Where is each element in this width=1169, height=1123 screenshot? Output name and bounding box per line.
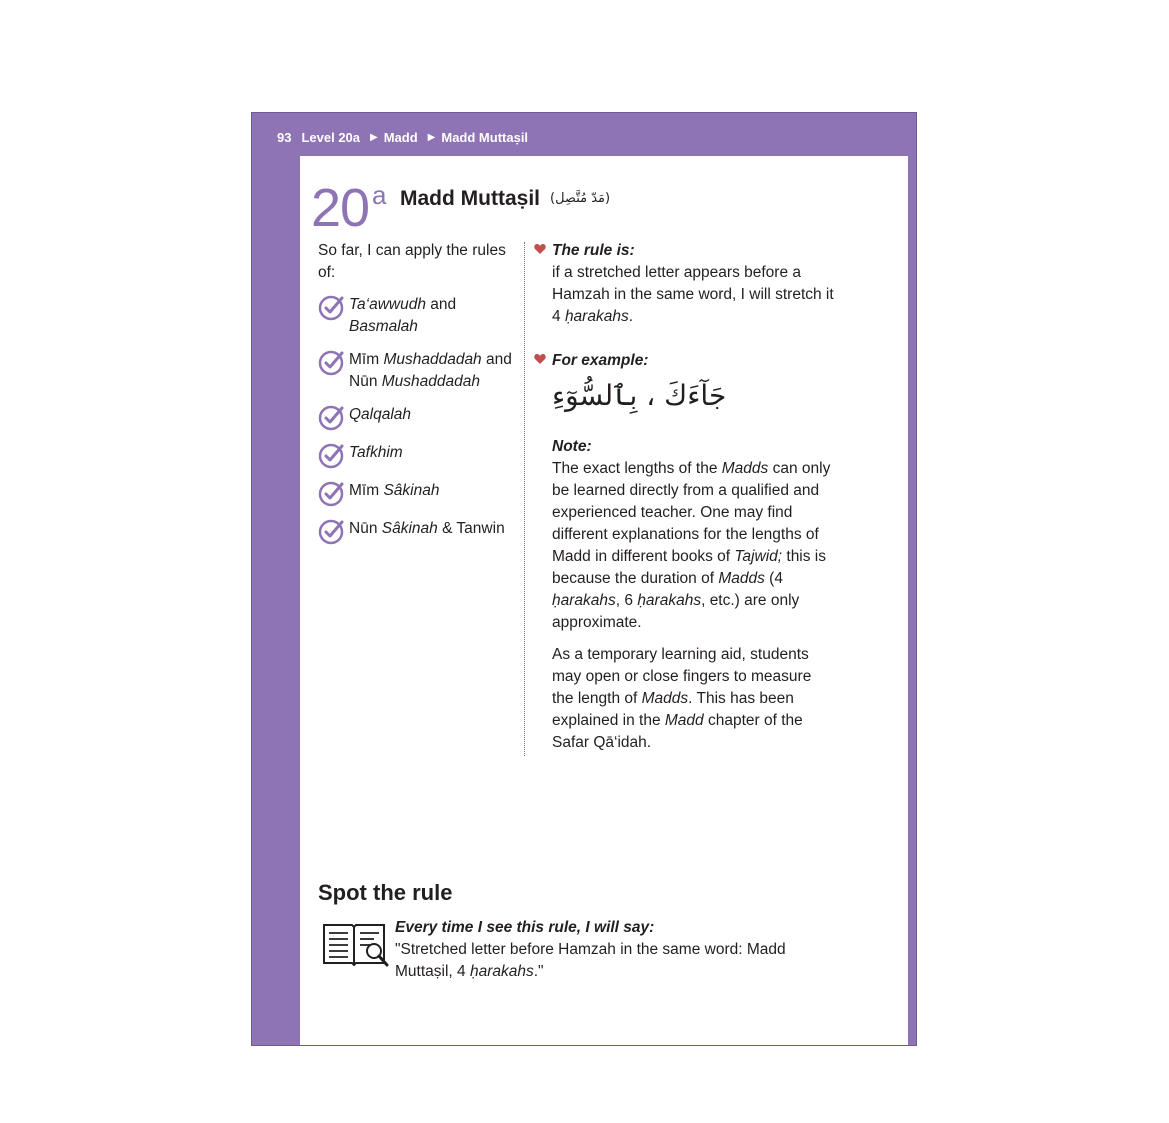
check-circle-icon	[318, 517, 346, 545]
note-paragraph-2: As a temporary learning aid, students may open or close fingers to measure the length of Madds. This has been explained in the Madd chapter of the Safar Qā‘idah.	[552, 646, 812, 751]
skill-item: Nūn Sâkinah & Tanwin	[318, 518, 518, 545]
arabic-example: جَآءَكَ ، بِٱلسُّوٓءِ	[552, 379, 727, 412]
breadcrumb	[277, 130, 528, 145]
content-panel	[300, 156, 908, 1045]
column-divider	[524, 242, 525, 756]
spot-the-rule-quote: "Stretched letter before Hamzah in the same word: Madd Muttaṣil, 4 ḥarakahs."	[395, 941, 786, 980]
breadcrumb-item-level[interactable]: Level 20a	[301, 130, 361, 145]
note-paragraph-1: The exact lengths of the Madds can only be learned directly from a qualified and experienced teacher. One may find different explanations for the lengths of Madd in different books of Tajwid; this is because the duration of Madds (4 ḥarakahs, 6 ḥarakahs, etc.) are only approximate.	[552, 460, 831, 631]
rule-block	[534, 240, 834, 328]
skill-item: Qalqalah	[318, 404, 518, 431]
check-circle-icon	[318, 441, 346, 469]
skills-intro: So far, I can apply the rules of:	[318, 242, 506, 281]
check-circle-icon	[318, 293, 346, 321]
spot-the-rule-heading: Spot the rule	[318, 880, 453, 905]
breadcrumb-item-madd-muttasil[interactable]: Madd Muttaṣil	[441, 130, 529, 145]
breadcrumb-item-madd[interactable]: Madd	[383, 130, 418, 145]
triangle-right-icon: ▶	[427, 132, 436, 143]
heart-icon	[534, 353, 546, 365]
page-frame	[251, 112, 917, 1046]
page-title-arabic: (مَدّ مُتَّصِل)	[550, 191, 611, 206]
check-circle-icon	[318, 348, 346, 376]
triangle-right-icon: ▶	[370, 132, 378, 143]
spot-the-rule-prompt: Every time I see this rule, I will say:	[395, 919, 655, 936]
spot-the-rule-text	[395, 917, 805, 983]
level-number: 20	[311, 178, 370, 238]
heart-icon	[534, 243, 546, 255]
rule-text: if a stretched letter appears before a Hamzah in the same word, I will stretch it 4 ḥarakahs.	[552, 264, 834, 325]
book-search-icon	[320, 921, 392, 971]
rule-heading: The rule is:	[552, 242, 635, 259]
page-number: 93	[277, 130, 292, 145]
example-block	[534, 350, 834, 420]
skill-item: Tafkhim	[318, 442, 518, 469]
skills-column	[318, 240, 518, 556]
skill-item: Ta‘awwudh and Basmalah	[318, 294, 518, 338]
check-circle-icon	[318, 403, 346, 431]
check-circle-icon	[318, 479, 346, 507]
level-suffix: a	[372, 180, 387, 210]
note-block	[534, 436, 834, 754]
note-heading: Note:	[552, 438, 592, 455]
skill-item: Mīm Mushaddadah and Nūn Mushaddadah	[318, 349, 518, 393]
rule-column	[534, 240, 834, 764]
example-heading: For example:	[552, 352, 649, 369]
page-title: Madd Muttaṣil	[400, 187, 540, 210]
skill-item: Mīm Sâkinah	[318, 480, 518, 507]
